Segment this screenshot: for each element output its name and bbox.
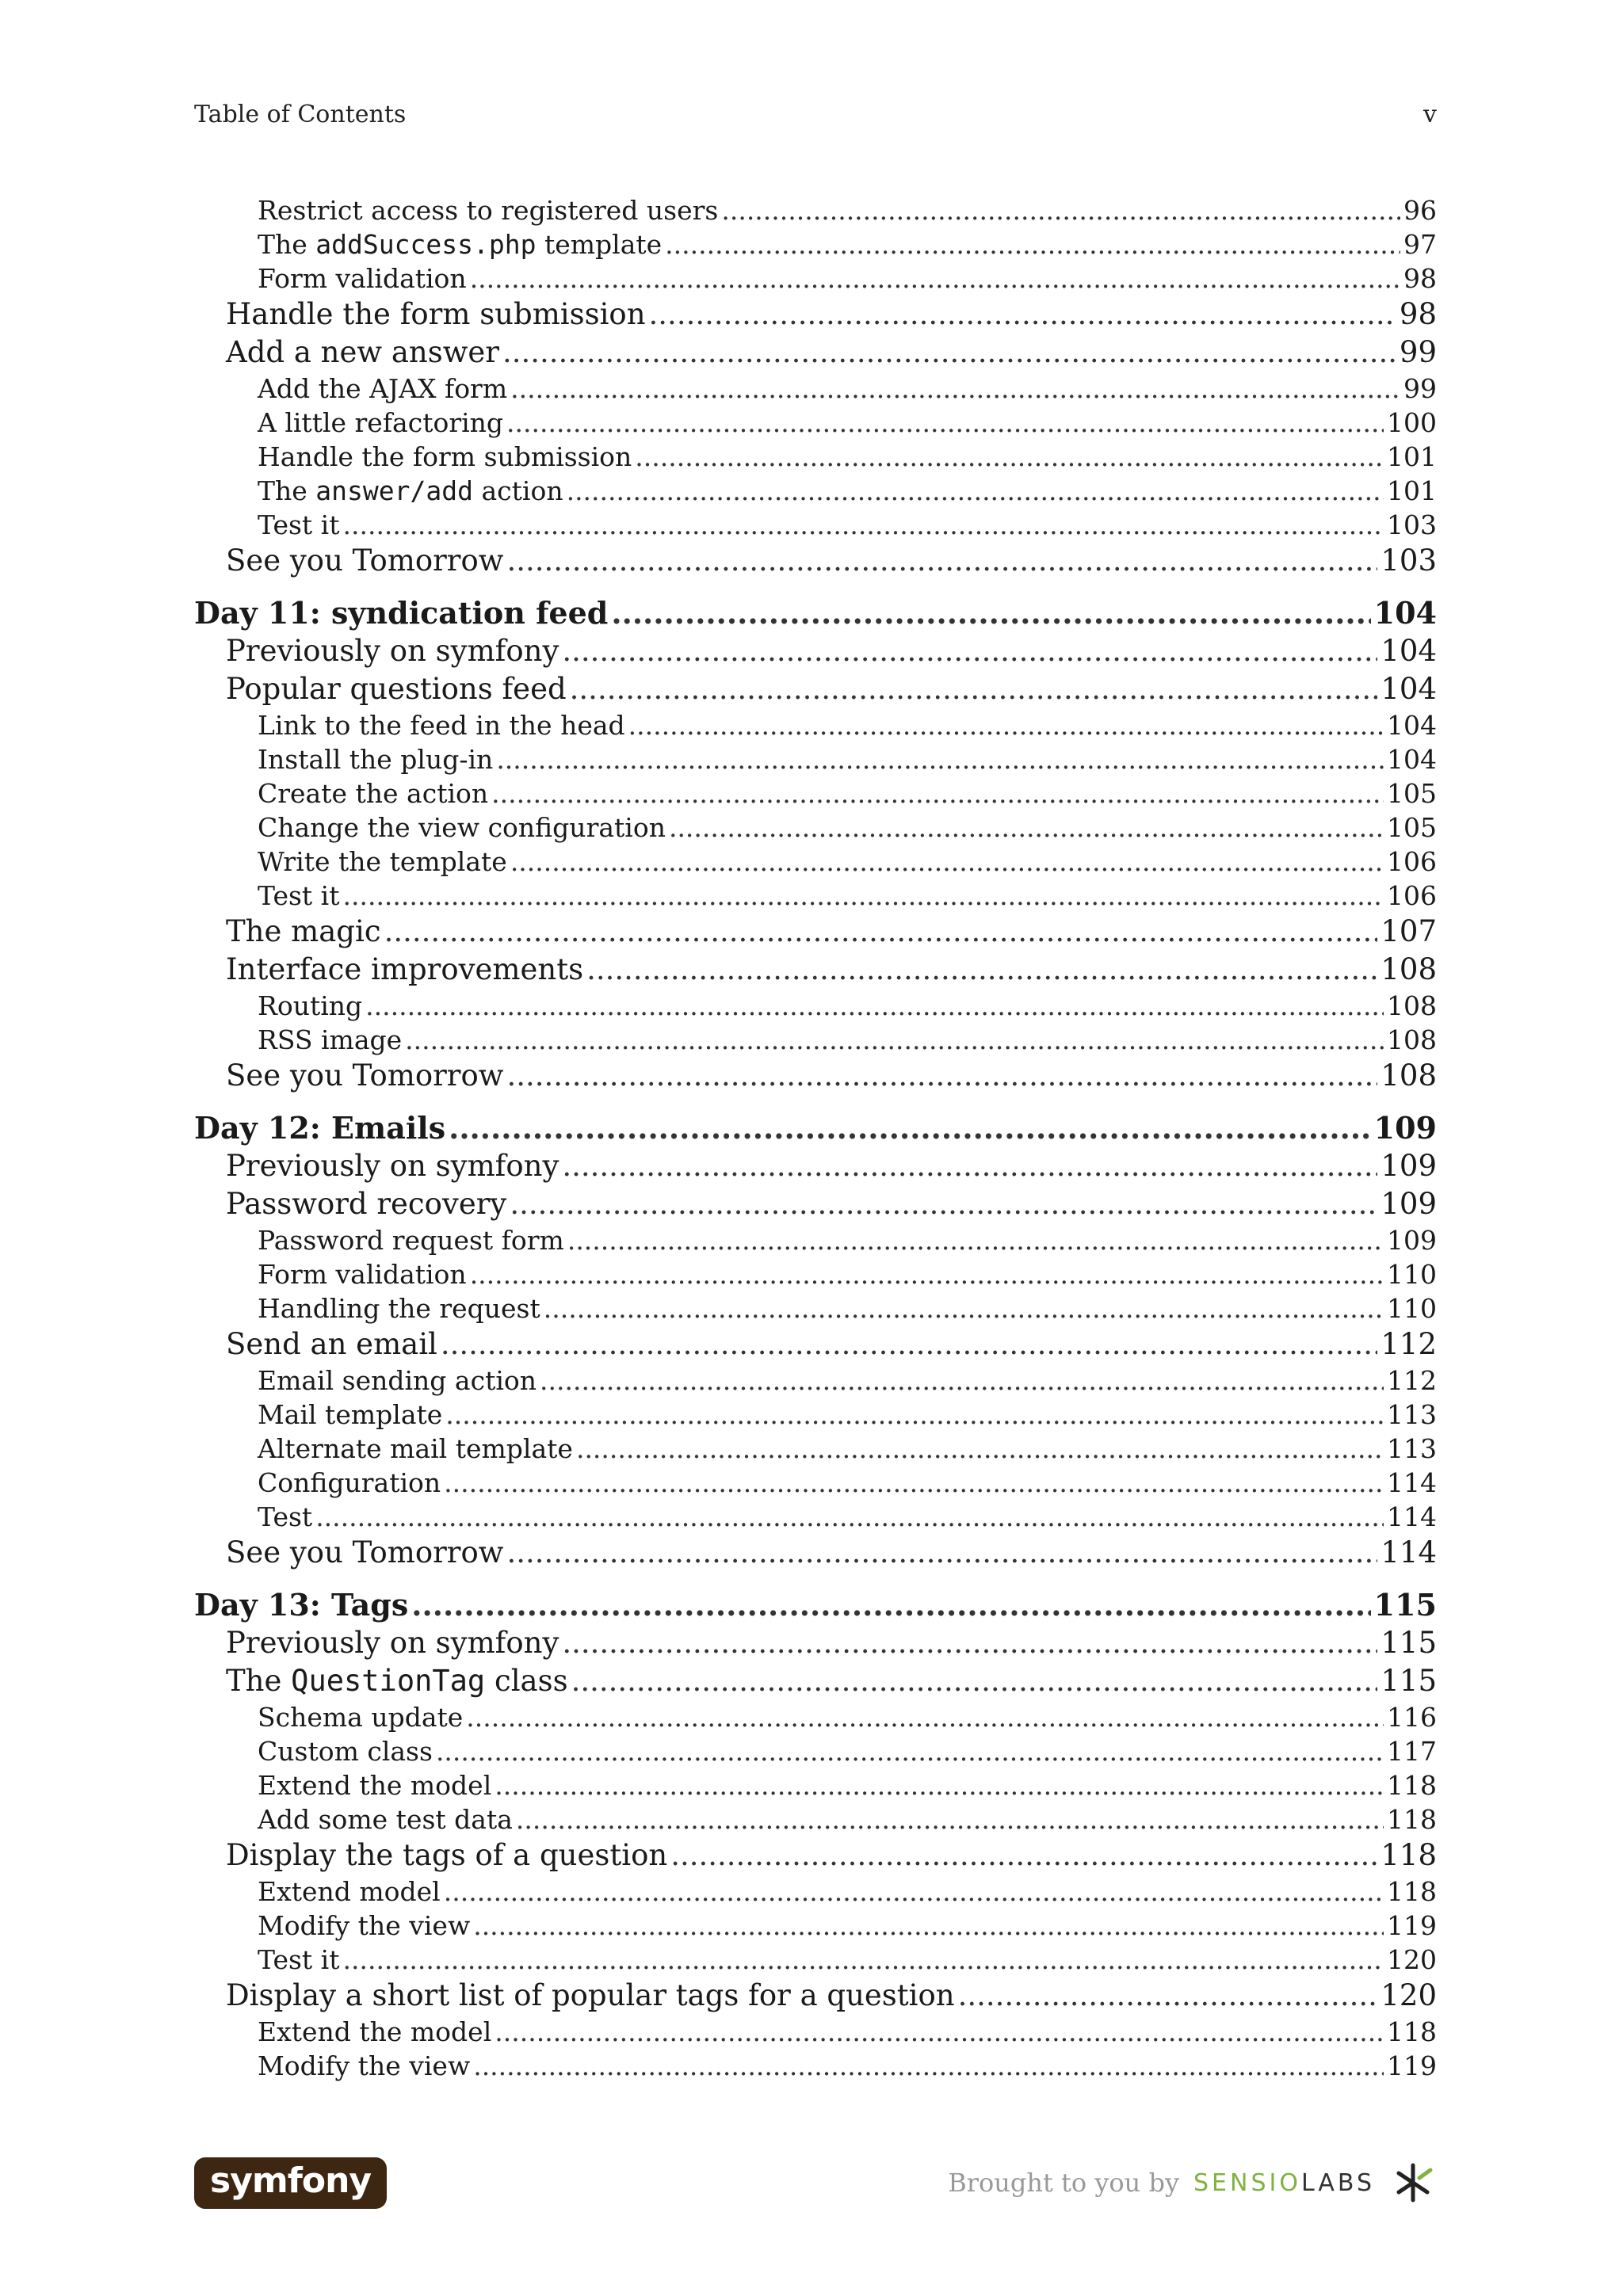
toc-page-number: 98 bbox=[1399, 297, 1437, 331]
toc-entry[interactable] bbox=[194, 1909, 1437, 1943]
toc-entry[interactable] bbox=[194, 670, 1437, 708]
toc-entry-title: Extend the model bbox=[258, 2016, 492, 2047]
dot-leader bbox=[540, 1363, 1384, 1398]
toc-entry[interactable] bbox=[194, 1943, 1437, 1977]
dot-leader bbox=[562, 632, 1377, 670]
toc-page-number: 118 bbox=[1387, 2016, 1437, 2047]
toc-entry[interactable] bbox=[194, 1147, 1437, 1185]
toc-entry[interactable] bbox=[194, 2049, 1437, 2083]
toc-entry[interactable] bbox=[194, 1500, 1437, 1534]
toc-page-number: 113 bbox=[1387, 1399, 1437, 1430]
toc-entry[interactable] bbox=[194, 1624, 1437, 1662]
dot-leader bbox=[473, 2049, 1384, 2083]
toc-entry-title: Email sending action bbox=[258, 1365, 537, 1396]
dot-leader bbox=[441, 1325, 1377, 1363]
toc-page-number: 118 bbox=[1387, 1804, 1437, 1835]
toc-entry-title: Alternate mail template bbox=[258, 1433, 573, 1464]
toc-page-number: 115 bbox=[1381, 1626, 1437, 1660]
toc-entry[interactable] bbox=[194, 334, 1437, 372]
toc-entry[interactable] bbox=[194, 1057, 1437, 1095]
toc-title-text: class bbox=[485, 1664, 568, 1698]
toc-entry[interactable] bbox=[194, 1802, 1437, 1836]
toc-entry-title: Previously on symfony bbox=[226, 1149, 559, 1183]
toc-entry[interactable] bbox=[194, 1586, 1437, 1624]
page-footer bbox=[194, 2155, 1437, 2210]
toc-entry-title: Mail template bbox=[258, 1399, 443, 1430]
toc-entry[interactable] bbox=[194, 913, 1437, 951]
toc-entry-title: Form validation bbox=[258, 263, 467, 294]
toc-entry-title: Write the template bbox=[258, 846, 507, 877]
toc-page-number: 108 bbox=[1381, 952, 1437, 986]
toc-page-number: 105 bbox=[1387, 778, 1437, 809]
toc-title-text: The bbox=[258, 229, 316, 260]
toc-entry-title: Password request form bbox=[258, 1225, 564, 1256]
toc-entry[interactable] bbox=[194, 879, 1437, 913]
toc-entry-title: Extend model bbox=[258, 1876, 441, 1907]
toc-page-number: 108 bbox=[1381, 1058, 1437, 1093]
toc-title-code: addSuccess.php bbox=[315, 229, 537, 260]
toc-entry-title: Previously on symfony bbox=[226, 1626, 559, 1660]
toc-title-text: The bbox=[226, 1664, 292, 1698]
dot-leader bbox=[444, 1466, 1384, 1500]
toc-page-number: 106 bbox=[1387, 846, 1437, 877]
dot-leader bbox=[445, 1398, 1384, 1432]
dot-leader bbox=[384, 913, 1378, 951]
dot-leader bbox=[495, 1768, 1384, 1802]
dot-leader bbox=[544, 1291, 1384, 1325]
brought-to-you-text: Brought to you by bbox=[948, 2168, 1180, 2198]
toc-page-number: 99 bbox=[1399, 335, 1437, 369]
toc-entry-title: Handling the request bbox=[258, 1293, 540, 1324]
toc-entry[interactable] bbox=[194, 1223, 1437, 1257]
dot-leader bbox=[405, 1023, 1384, 1057]
dot-leader bbox=[466, 1700, 1384, 1734]
dot-leader bbox=[506, 1534, 1377, 1572]
toc-page-number: 96 bbox=[1403, 195, 1437, 226]
toc-entry[interactable] bbox=[194, 2015, 1437, 2049]
toc-entry-title: Handle the form submission bbox=[258, 441, 632, 472]
dot-leader bbox=[567, 1223, 1384, 1257]
dot-leader bbox=[635, 440, 1384, 474]
toc-entry-title: Popular questions feed bbox=[226, 672, 567, 706]
toc-title-text: template bbox=[536, 229, 663, 260]
toc-entry-title: Display a short list of popular tags for a question bbox=[226, 1978, 955, 2012]
toc-entry-title: Add a new answer bbox=[226, 335, 499, 369]
toc-entry-title: Form validation bbox=[258, 1259, 467, 1290]
toc-entry-title: Password recovery bbox=[226, 1187, 507, 1221]
toc-page-number: 104 bbox=[1387, 710, 1437, 741]
toc-title-code: QuestionTag bbox=[291, 1664, 486, 1698]
toc-title-text: The bbox=[258, 475, 316, 506]
toc-entry-title: Schema update bbox=[258, 1702, 464, 1733]
toc-title-code: answer/add bbox=[315, 475, 473, 506]
toc-page-number: 115 bbox=[1373, 1587, 1437, 1623]
sponsor-credit bbox=[948, 2159, 1437, 2206]
toc-entry[interactable] bbox=[194, 193, 1437, 227]
toc-entry[interactable] bbox=[194, 951, 1437, 989]
toc-entry-title: The magic bbox=[226, 914, 381, 948]
toc-entry[interactable] bbox=[194, 632, 1437, 670]
dot-leader bbox=[473, 1909, 1384, 1943]
toc-page-number: 118 bbox=[1387, 1770, 1437, 1801]
toc-page-number: 107 bbox=[1381, 914, 1437, 948]
toc-entry[interactable] bbox=[194, 1023, 1437, 1057]
toc-page-number: 109 bbox=[1381, 1149, 1437, 1183]
toc-page-number: 114 bbox=[1387, 1501, 1437, 1532]
toc-page-number: 112 bbox=[1381, 1327, 1437, 1361]
toc-page-number: 118 bbox=[1387, 1876, 1437, 1907]
toc-page-number: 113 bbox=[1387, 1433, 1437, 1464]
toc-entry-title: Day 11: syndication feed bbox=[194, 595, 609, 631]
toc-page-number: 114 bbox=[1387, 1467, 1437, 1498]
toc-entry-title: Extend the model bbox=[258, 1770, 492, 1801]
toc-page-number: 112 bbox=[1387, 1365, 1437, 1396]
toc-entry-title: Routing bbox=[258, 990, 363, 1021]
toc-page-number: 104 bbox=[1373, 595, 1437, 631]
toc-page-number: 109 bbox=[1387, 1225, 1437, 1256]
toc-entry[interactable] bbox=[194, 1109, 1437, 1147]
toc-entry[interactable] bbox=[194, 296, 1437, 334]
toc-entry[interactable] bbox=[194, 1466, 1437, 1500]
toc-entry[interactable] bbox=[194, 1734, 1437, 1768]
toc-entry[interactable] bbox=[194, 845, 1437, 879]
toc-entry[interactable] bbox=[194, 440, 1437, 474]
toc-entry-title bbox=[258, 474, 563, 508]
toc-entry-title: Custom class bbox=[258, 1736, 433, 1767]
toc-entry-title: Install the plug-in bbox=[258, 744, 494, 775]
dot-leader bbox=[506, 542, 1377, 580]
toc-entry-title: Test bbox=[258, 1501, 313, 1532]
toc-entry-title: Configuration bbox=[258, 1467, 441, 1498]
toc-entry[interactable] bbox=[194, 372, 1437, 406]
toc-page-number: 103 bbox=[1381, 543, 1437, 578]
toc-page-number: 114 bbox=[1381, 1535, 1437, 1569]
dot-leader bbox=[510, 1185, 1377, 1223]
table-of-contents bbox=[194, 193, 1437, 2083]
page-number: v bbox=[1423, 100, 1437, 128]
toc-entry[interactable] bbox=[194, 989, 1437, 1023]
toc-entry[interactable] bbox=[194, 1700, 1437, 1734]
toc-entry[interactable] bbox=[194, 1291, 1437, 1325]
dot-leader bbox=[411, 1586, 1370, 1624]
dot-leader bbox=[721, 193, 1400, 227]
dot-leader bbox=[506, 406, 1384, 440]
toc-page-number: 115 bbox=[1381, 1664, 1437, 1698]
dot-leader bbox=[510, 372, 1400, 406]
brand-sensio: SENSIO bbox=[1193, 2168, 1301, 2197]
toc-page-number: 97 bbox=[1403, 229, 1437, 260]
toc-entry-title: A little refactoring bbox=[258, 407, 504, 438]
toc-entry-title: Day 12: Emails bbox=[194, 1110, 446, 1146]
toc-entry-title: Display the tags of a question bbox=[226, 1838, 668, 1872]
toc-entry-title: See you Tomorrow bbox=[226, 1058, 504, 1093]
dot-leader bbox=[562, 1624, 1377, 1662]
toc-entry-title: Test it bbox=[258, 1944, 340, 1975]
toc-entry[interactable] bbox=[194, 1662, 1437, 1700]
dot-leader bbox=[670, 1836, 1377, 1875]
toc-entry[interactable] bbox=[194, 1257, 1437, 1291]
toc-entry-title: Handle the form submission bbox=[226, 297, 646, 331]
toc-page-number: 109 bbox=[1373, 1110, 1437, 1146]
toc-page-number: 110 bbox=[1387, 1259, 1437, 1290]
toc-entry[interactable] bbox=[194, 1836, 1437, 1875]
toc-entry-title: Modify the view bbox=[258, 2050, 471, 2081]
toc-entry-title: Day 13: Tags bbox=[194, 1587, 409, 1623]
toc-entry[interactable] bbox=[194, 1185, 1437, 1223]
toc-entry[interactable] bbox=[194, 227, 1437, 261]
toc-entry[interactable] bbox=[194, 810, 1437, 845]
dot-leader bbox=[365, 989, 1384, 1023]
brand-labs: LABS bbox=[1300, 2168, 1375, 2197]
page-header bbox=[194, 97, 1437, 132]
dot-leader bbox=[628, 708, 1384, 742]
toc-entry-title bbox=[226, 1662, 568, 1700]
dot-leader bbox=[470, 1257, 1384, 1291]
dot-leader bbox=[649, 296, 1396, 334]
toc-entry-title: Test it bbox=[258, 509, 340, 540]
toc-entry[interactable] bbox=[194, 1398, 1437, 1432]
toc-page-number: 119 bbox=[1387, 1910, 1437, 1941]
toc-entry[interactable] bbox=[194, 1432, 1437, 1466]
toc-page-number: 104 bbox=[1381, 672, 1437, 706]
dot-leader bbox=[586, 951, 1377, 989]
toc-entry[interactable] bbox=[194, 261, 1437, 296]
toc-page-number: 117 bbox=[1387, 1736, 1437, 1767]
toc-entry-title: Interface improvements bbox=[226, 952, 584, 986]
toc-entry[interactable] bbox=[194, 708, 1437, 742]
dot-leader bbox=[496, 742, 1384, 776]
toc-page-number: 105 bbox=[1387, 812, 1437, 843]
dot-leader bbox=[571, 1662, 1378, 1700]
toc-entry-title: Link to the feed in the head bbox=[258, 710, 625, 741]
toc-entry[interactable] bbox=[194, 1363, 1437, 1398]
toc-entry[interactable] bbox=[194, 542, 1437, 580]
dot-leader bbox=[449, 1109, 1371, 1147]
toc-entry[interactable] bbox=[194, 1534, 1437, 1572]
dot-leader bbox=[576, 1432, 1384, 1466]
toc-title-text: action bbox=[472, 475, 563, 506]
dot-leader bbox=[669, 810, 1384, 845]
toc-page-number: 116 bbox=[1387, 1702, 1437, 1733]
toc-page-number: 100 bbox=[1387, 407, 1437, 438]
toc-entry[interactable] bbox=[194, 594, 1437, 632]
dot-leader bbox=[567, 474, 1384, 508]
toc-entry[interactable] bbox=[194, 776, 1437, 810]
toc-entry-title: Previously on symfony bbox=[226, 634, 559, 668]
dot-leader bbox=[342, 879, 1384, 913]
dot-leader bbox=[516, 1802, 1384, 1836]
toc-entry-title: Add the AJAX form bbox=[258, 373, 508, 404]
toc-page-number: 98 bbox=[1403, 263, 1437, 294]
toc-page-number: 104 bbox=[1387, 744, 1437, 775]
dot-leader bbox=[436, 1734, 1384, 1768]
toc-page-number: 101 bbox=[1387, 475, 1437, 506]
toc-page-number: 106 bbox=[1387, 880, 1437, 911]
toc-entry-title: See you Tomorrow bbox=[226, 1535, 504, 1569]
toc-entry[interactable] bbox=[194, 1977, 1437, 2015]
symfony-logo: symfony bbox=[194, 2157, 387, 2209]
toc-page-number: 99 bbox=[1403, 373, 1437, 404]
toc-entry-title: Create the action bbox=[258, 778, 489, 809]
dot-leader bbox=[491, 776, 1384, 810]
dot-leader bbox=[570, 670, 1378, 708]
toc-entry[interactable] bbox=[194, 742, 1437, 776]
toc-entry[interactable] bbox=[194, 508, 1437, 542]
toc-page-number: 108 bbox=[1387, 1024, 1437, 1055]
sensiolabs-logo bbox=[1193, 2169, 1375, 2197]
toc-page-number: 104 bbox=[1381, 634, 1437, 668]
running-header-title: Table of Contents bbox=[194, 100, 407, 128]
toc-entry[interactable] bbox=[194, 1768, 1437, 1802]
dot-leader bbox=[502, 334, 1396, 372]
toc-entry-title: Change the view configuration bbox=[258, 812, 666, 843]
dot-leader bbox=[342, 1943, 1384, 1977]
toc-entry-title: RSS image bbox=[258, 1024, 403, 1055]
toc-page-number: 108 bbox=[1387, 990, 1437, 1021]
toc-entry[interactable] bbox=[194, 1875, 1437, 1909]
dot-leader bbox=[470, 261, 1400, 296]
toc-page-number: 119 bbox=[1387, 2050, 1437, 2081]
toc-page-number: 118 bbox=[1381, 1838, 1437, 1872]
toc-entry[interactable] bbox=[194, 1325, 1437, 1363]
toc-page-number: 101 bbox=[1387, 441, 1437, 472]
dot-leader bbox=[444, 1875, 1384, 1909]
toc-entry[interactable] bbox=[194, 474, 1437, 508]
toc-entry-title: See you Tomorrow bbox=[226, 543, 504, 578]
toc-entry-title: Send an email bbox=[226, 1327, 437, 1361]
toc-entry-title: Add some test data bbox=[258, 1804, 513, 1835]
toc-entry-title: Test it bbox=[258, 880, 340, 911]
toc-page-number: 120 bbox=[1387, 1944, 1437, 1975]
toc-entry[interactable] bbox=[194, 406, 1437, 440]
toc-page-number: 110 bbox=[1387, 1293, 1437, 1324]
dot-leader bbox=[510, 845, 1384, 879]
dot-leader bbox=[315, 1500, 1384, 1534]
toc-entry-title: Restrict access to registered users bbox=[258, 195, 719, 226]
dot-leader bbox=[611, 594, 1370, 632]
toc-page-number: 103 bbox=[1387, 509, 1437, 540]
dot-leader bbox=[665, 227, 1400, 261]
dot-leader bbox=[506, 1057, 1377, 1095]
toc-page-number: 109 bbox=[1381, 1187, 1437, 1221]
sensiolabs-star-icon bbox=[1389, 2159, 1437, 2206]
toc-page-number: 120 bbox=[1381, 1978, 1437, 2012]
toc-entry-title bbox=[258, 227, 662, 261]
toc-entry-title: Modify the view bbox=[258, 1910, 471, 1941]
dot-leader bbox=[342, 508, 1384, 542]
dot-leader bbox=[562, 1147, 1377, 1185]
dot-leader bbox=[495, 2015, 1384, 2049]
dot-leader bbox=[958, 1977, 1378, 2015]
